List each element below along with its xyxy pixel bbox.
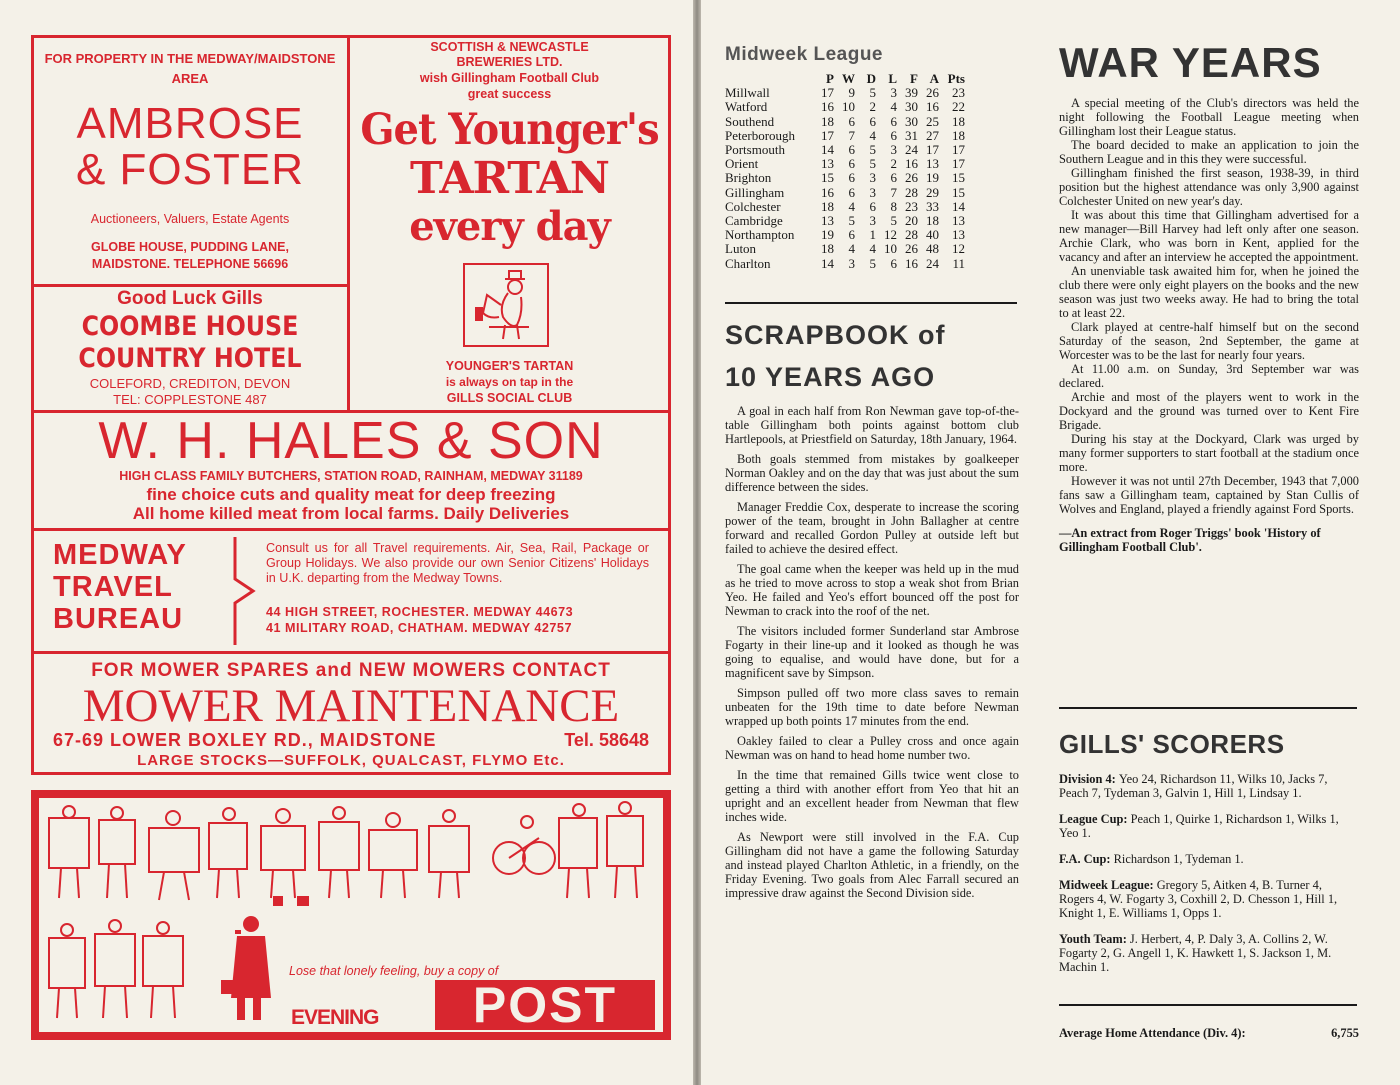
scorer-label: Midweek League: xyxy=(1059,878,1157,892)
league-cell: 5 xyxy=(869,85,876,101)
league-team: Southend xyxy=(725,113,775,129)
scrapbook-paragraph: Both goals stemmed from mistakes by goalkeeper Norman Oakley and on the day that was just about the sum difference between the sides. xyxy=(725,452,1019,494)
league-cell: 5 xyxy=(869,156,876,172)
league-cell: 17 xyxy=(952,142,965,158)
league-cell: 28 xyxy=(905,227,918,243)
war-paragraph: The board decided to make an application to join the Southern League and in this they were successful. xyxy=(1059,138,1359,166)
highlander-mascot-icon xyxy=(465,265,547,345)
ambrose-name-2: & FOSTER xyxy=(75,145,305,194)
league-row xyxy=(725,228,965,242)
league-team: Orient xyxy=(725,156,759,172)
scorer-entry xyxy=(1059,772,1359,800)
war-credit: —An extract from Roger Triggs' book 'History of Gillingham Football Club'. xyxy=(1059,526,1321,554)
younger-header-2: BREWERIES LTD. xyxy=(456,55,563,69)
league-cell: 17 xyxy=(926,142,939,158)
league-cell: 4 xyxy=(869,127,876,143)
travel-name-3: BUREAU xyxy=(53,603,184,635)
midweek-league xyxy=(725,44,1025,271)
mower-name: MOWER MAINTENANCE xyxy=(82,680,620,732)
scorer-entry xyxy=(1059,932,1359,974)
war-paragraph: At 11.00 a.m. on Sunday, 3rd September war was declared. xyxy=(1059,362,1359,390)
league-cell: 27 xyxy=(926,127,939,143)
league-cell: 1 xyxy=(869,227,876,243)
league-row xyxy=(725,200,965,214)
league-cell: 5 xyxy=(869,142,876,158)
scrapbook-paragraph: The goal came when the keeper was held up in the mud as he tried to move across to stop a weak shot from Brian Yeo. He failed and Yeo's effort bounced off the post for Newman to crack into the roof of the net. xyxy=(725,562,1019,618)
mower-address: 67-69 LOWER BOXLEY RD., MAIDSTONE xyxy=(53,730,437,750)
scrapbook-paragraph: As Newport were still involved in the F.A. Cup Gillingham did not have a game the following Saturday and instead played Charlton Athletic, in a friendly, on the Friday Evening. Two goals from Alec Farrall secured an impressive draw against the Second Division side. xyxy=(725,830,1019,900)
league-col-header: D xyxy=(866,71,876,86)
ad-hales-son xyxy=(33,413,669,528)
league-cell: 6 xyxy=(848,142,855,158)
ad-coombe-house xyxy=(33,287,347,410)
league-team: Colchester xyxy=(725,198,781,214)
right-page xyxy=(701,0,1400,1085)
league-team: Peterborough xyxy=(725,127,796,143)
scrapbook-paragraph: A goal in each half from Ron Newman gave top-of-the-table Gillingham both points against bottom club Hartlepools, at Priestfield on Saturday, 18th January, 1964. xyxy=(725,404,1019,446)
attendance-label: Average Home Attendance (Div. 4): xyxy=(1059,1026,1246,1040)
league-cell: 16 xyxy=(821,184,834,200)
league-cell: 6 xyxy=(890,255,897,271)
mower-header: FOR MOWER SPARES and NEW MOWERS CONTACT xyxy=(91,660,611,681)
league-cell: 30 xyxy=(905,113,918,129)
younger-footer-2: is always on tap in the xyxy=(445,375,574,389)
page-gutter xyxy=(693,0,701,1085)
war-paragraph: Clark played at centre-half himself but on the second Saturday of the season, 2nd September, the game at Worcester was to be the last for nearly four years. xyxy=(1059,320,1359,362)
scorer-entry xyxy=(1059,852,1359,866)
attendance-value: 6,755 xyxy=(1331,1026,1359,1040)
war-body xyxy=(1059,96,1359,516)
league-team: Portsmouth xyxy=(725,142,785,158)
league-cell: 26 xyxy=(905,241,918,257)
league-cell: 2 xyxy=(869,99,876,115)
ad-mower-maintenance xyxy=(33,654,669,773)
ambrose-address-1: GLOBE HOUSE, PUDDING LANE, xyxy=(91,240,289,254)
league-team: Millwall xyxy=(725,85,770,101)
league-cell: 13 xyxy=(821,213,834,229)
war-paragraph: It was about this time that Gillingham advertised for a new manager—Bill Harvey had left only after one season. Archie Clark, who was born in Kent, applied for the vacancy and after an interview he accepted the appointment. xyxy=(1059,208,1359,264)
league-cell: 8 xyxy=(890,198,897,214)
post-brand-block xyxy=(435,977,655,1033)
league-cell: 48 xyxy=(926,241,939,257)
younger-slogan-1: Get Younger's xyxy=(360,104,659,155)
league-cell: 18 xyxy=(821,198,834,214)
league-cell: 20 xyxy=(905,213,918,229)
league-col-header: Pts xyxy=(947,71,965,86)
league-cell: 14 xyxy=(821,255,834,271)
scrapbook-title-2: 10 YEARS AGO xyxy=(725,362,936,392)
league-cell: 24 xyxy=(926,255,939,271)
younger-footer-3: GILLS SOCIAL CLUB xyxy=(446,391,573,405)
league-col-header: A xyxy=(929,71,939,86)
league-table xyxy=(725,72,965,271)
mower-stock: LARGE STOCKS—SUFFOLK, QUALCAST, FLYMO Etc. xyxy=(137,752,565,769)
scrapbook-title-1: SCRAPBOOK of xyxy=(725,320,946,350)
league-cell: 2 xyxy=(890,156,897,172)
younger-slogan-2: TARTAN xyxy=(410,153,609,204)
league-cell: 14 xyxy=(952,198,965,214)
war-paragraph: Gillingham finished the first season, 1938-39, in third position but the highest attendance was only 3,900 against Colchester United on new year's day. xyxy=(1059,166,1359,208)
ad-youngers-tartan xyxy=(350,37,669,410)
league-cell: 16 xyxy=(926,99,939,115)
league-team: Northampton xyxy=(725,227,795,243)
league-row xyxy=(725,129,965,143)
league-cell: 12 xyxy=(884,227,897,243)
scrapbook-paragraph: Manager Freddie Cox, desperate to increase the scoring power of the team, brought in John Ballagher at centre forward and recalled Gordon Pulley at outside left but failed to achieve the desired effect. xyxy=(725,500,1019,556)
league-row xyxy=(725,257,965,271)
league-cell: 26 xyxy=(905,170,918,186)
scorer-label: League Cup: xyxy=(1059,812,1131,826)
league-cell: 26 xyxy=(926,85,939,101)
ambrose-address-2: MAIDSTONE. TELEPHONE 56696 xyxy=(91,257,289,271)
league-cell: 6 xyxy=(848,227,855,243)
league-cell: 6 xyxy=(869,198,876,214)
league-col-header: P xyxy=(826,71,834,86)
scorer-entry xyxy=(1059,812,1359,840)
scorer-label: F.A. Cup: xyxy=(1059,852,1114,866)
league-row xyxy=(725,157,965,171)
league-cell: 24 xyxy=(905,142,918,158)
league-row xyxy=(725,100,965,114)
league-row xyxy=(725,242,965,256)
league-cell: 13 xyxy=(821,156,834,172)
scorer-label: Youth Team: xyxy=(1059,932,1130,946)
league-cell: 5 xyxy=(848,213,855,229)
league-cell: 17 xyxy=(952,156,965,172)
league-cell: 12 xyxy=(952,241,965,257)
younger-header-1: SCOTTISH & NEWCASTLE xyxy=(430,40,589,54)
league-cell: 3 xyxy=(890,85,897,101)
league-cell: 17 xyxy=(821,85,834,101)
ad-ambrose-foster xyxy=(33,37,347,284)
league-cell: 6 xyxy=(848,113,855,129)
league-cell: 16 xyxy=(905,156,918,172)
coombe-tel: TEL: COPPLESTONE 487 xyxy=(113,392,267,407)
ad-medway-travel xyxy=(33,531,669,651)
ad-evening-post xyxy=(31,790,671,1040)
scorer-text: Peach 1, Quirke 1, Richardson 1, Wilks 1, Yeo 1. xyxy=(1059,812,1339,840)
league-cell: 7 xyxy=(848,127,855,143)
rule-midweek xyxy=(725,302,1017,304)
league-cell: 16 xyxy=(821,99,834,115)
league-cell: 6 xyxy=(869,113,876,129)
league-cell: 16 xyxy=(905,255,918,271)
league-cell: 18 xyxy=(926,213,939,229)
scorer-label: Division 4: xyxy=(1059,772,1119,786)
war-paragraph: However it was not until 27th December, 1943 that 7,000 fans saw a Gillingham team, captained by Stan Cullis of Wolves and England, played a friendly against Ford Sports. xyxy=(1059,474,1359,516)
league-cell: 13 xyxy=(952,213,965,229)
league-cell: 18 xyxy=(952,113,965,129)
league-cell: 9 xyxy=(848,85,855,101)
league-cell: 4 xyxy=(869,241,876,257)
league-cell: 3 xyxy=(869,184,876,200)
midweek-title: Midweek League xyxy=(725,44,883,65)
league-cell: 4 xyxy=(848,198,855,214)
war-title: WAR YEARS xyxy=(1059,39,1322,86)
league-cell: 14 xyxy=(821,142,834,158)
league-cell: 33 xyxy=(926,198,939,214)
scorers-list xyxy=(1059,772,1359,974)
league-cell: 18 xyxy=(821,241,834,257)
coombe-name-1: COOMBE HOUSE xyxy=(81,311,299,342)
league-cell: 3 xyxy=(890,142,897,158)
attendance-line xyxy=(1059,1026,1359,1041)
league-cell: 29 xyxy=(926,184,939,200)
league-cell: 40 xyxy=(926,227,939,243)
post-brand-small: EVENING xyxy=(291,1006,379,1029)
league-cell: 39 xyxy=(905,85,918,101)
league-row xyxy=(725,143,965,157)
league-cell: 19 xyxy=(926,170,939,186)
league-cell: 15 xyxy=(952,184,965,200)
league-col-header: L xyxy=(888,71,897,86)
scorer-text: J. Herbert, 4, P. Daly 3, A. Collins 2, W. Fogarty 2, G. Angell 1, K. Hawkett 1, S. Jackson 1, M. Machin 1. xyxy=(1059,932,1332,974)
war-paragraph: A special meeting of the Club's directors was held the night following the Football League meeting when Gillingham lost their League status. xyxy=(1059,96,1359,138)
ambrose-services: Auctioneers, Valuers, Estate Agents xyxy=(90,212,290,226)
league-cell: 6 xyxy=(890,127,897,143)
league-cell: 23 xyxy=(905,198,918,214)
hales-line-1: HIGH CLASS FAMILY BUTCHERS, STATION ROAD, RAINHAM, MEDWAY 31189 xyxy=(119,469,583,483)
league-col-header: F xyxy=(910,71,918,86)
league-cell: 15 xyxy=(952,170,965,186)
hales-name: W. H. HALES & SON xyxy=(98,412,604,470)
league-cell: 11 xyxy=(952,255,965,271)
league-team: Gillingham xyxy=(725,184,785,200)
league-row xyxy=(725,171,965,185)
league-cell: 15 xyxy=(821,170,834,186)
league-cell: 6 xyxy=(890,113,897,129)
scrapbook-paragraph: Oakley failed to clear a Pulley cross and once again Newman was on hand to head home number two. xyxy=(725,734,1019,762)
younger-header-4: great success xyxy=(467,87,552,101)
scrapbook-paragraph: Simpson pulled off two more class saves to remain unbeaten for the 19th time to date before Newman wrapped up both points 17 minutes from the end. xyxy=(725,686,1019,728)
league-cell: 10 xyxy=(884,241,897,257)
league-col-header: W xyxy=(842,71,855,86)
league-cell: 25 xyxy=(926,113,939,129)
league-cell: 6 xyxy=(848,156,855,172)
league-cell: 5 xyxy=(869,255,876,271)
travel-address-1: 44 HIGH STREET, ROCHESTER. MEDWAY 44673 xyxy=(266,605,574,619)
league-team: Watford xyxy=(725,99,768,115)
league-cell: 6 xyxy=(848,184,855,200)
scorer-text: Yeo 24, Richardson 11, Wilks 10, Jacks 7, Peach 7, Tydeman 3, Galvin 1, Hill 1, Lindsay 1. xyxy=(1059,772,1328,800)
league-row xyxy=(725,214,965,228)
league-cell: 28 xyxy=(905,184,918,200)
league-cell: 13 xyxy=(952,227,965,243)
post-tagline: Lose that lonely feeling, buy a copy of xyxy=(289,964,499,978)
scrapbook-body xyxy=(725,404,1019,900)
league-row xyxy=(725,186,965,200)
scrapbook-paragraph: In the time that remained Gills twice went close to getting a third with another effort from Yeo that hit an upright and an excellent header from Newman that flew inches wide. xyxy=(725,768,1019,824)
scorer-text: Richardson 1, Tydeman 1. xyxy=(1113,852,1244,866)
coombe-address: COLEFORD, CREDITON, DEVON xyxy=(89,376,291,391)
rule-war xyxy=(1059,707,1357,709)
league-row xyxy=(725,86,965,100)
league-team: Brighton xyxy=(725,170,772,186)
younger-footer-1: YOUNGER'S TARTAN xyxy=(445,359,574,373)
travel-arrow-icon xyxy=(231,537,257,645)
league-cell: 23 xyxy=(952,85,965,101)
scrapbook-section xyxy=(725,314,1019,906)
league-cell: 3 xyxy=(869,170,876,186)
younger-slogan-3: every day xyxy=(409,203,610,250)
post-brand-big: POST xyxy=(472,977,618,1033)
mower-tel: Tel. 58648 xyxy=(564,730,649,750)
league-cell: 17 xyxy=(821,127,834,143)
travel-name-2: TRAVEL xyxy=(53,571,173,603)
war-paragraph: During his stay at the Dockyard, Clark was urged by many former supporters to start football at the stadium once more. xyxy=(1059,432,1359,474)
league-cell: 19 xyxy=(821,227,834,243)
league-team: Cambridge xyxy=(725,213,783,229)
league-cell: 4 xyxy=(890,99,897,115)
scorers-section xyxy=(1059,726,1359,986)
league-cell: 10 xyxy=(842,99,855,115)
scorer-text: Gregory 5, Aitken 4, B. Turner 4, Rogers 4, W. Fogarty 3, Coxhill 2, D. Chesson 1, Hill 1, Knight 1, E. Williams 1, Opps 1. xyxy=(1059,878,1338,920)
league-cell: 31 xyxy=(905,127,918,143)
travel-name-1: MEDWAY xyxy=(53,539,187,571)
league-cell: 4 xyxy=(848,241,855,257)
scorer-entry xyxy=(1059,878,1359,920)
travel-body: Consult us for all Travel requirements. Air, Sea, Rail, Package or Group Holidays. We also provide our own Senior Citizens' Holidays in U.K. departing from the Medway Towns. xyxy=(266,541,649,586)
ambrose-tagline: FOR PROPERTY IN THE MEDWAY/MAIDSTONE AREA xyxy=(44,51,336,86)
league-row xyxy=(725,115,965,129)
league-cell: 6 xyxy=(890,170,897,186)
league-cell: 30 xyxy=(905,99,918,115)
league-cell: 13 xyxy=(926,156,939,172)
league-cell: 22 xyxy=(952,99,965,115)
coombe-greeting: Good Luck Gills xyxy=(117,288,263,309)
hales-line-2: fine choice cuts and quality meat for deep freezing xyxy=(146,485,556,504)
league-cell: 3 xyxy=(869,213,876,229)
left-page xyxy=(0,0,693,1085)
ambrose-name-1: AMBROSE xyxy=(76,99,304,148)
league-cell: 7 xyxy=(890,184,897,200)
travel-address-2: 41 MILITARY ROAD, CHATHAM. MEDWAY 42757 xyxy=(266,621,572,635)
league-cell: 6 xyxy=(848,170,855,186)
coombe-name-2: COUNTRY HOTEL xyxy=(78,343,302,374)
league-cell: 18 xyxy=(821,113,834,129)
hales-line-3: All home killed meat from local farms. Daily Deliveries xyxy=(132,504,570,523)
scorers-title: GILLS' SCORERS xyxy=(1059,729,1285,759)
war-years-section xyxy=(1059,40,1359,554)
war-paragraph: Archie and most of the players went to work in the Dockyard and the ground was turned over to Kent Fire Brigade. xyxy=(1059,390,1359,432)
league-team: Luton xyxy=(725,241,757,257)
rule-scorers xyxy=(1059,1004,1357,1006)
war-paragraph: An unenviable task awaited him for, when he joined the club there were only eight players on the books and the new season was just two weeks away. He had to bring the total to at least 22. xyxy=(1059,264,1359,320)
league-cell: 3 xyxy=(848,255,855,271)
younger-header-3: wish Gillingham Football Club xyxy=(419,71,600,85)
scrapbook-paragraph: The visitors included former Sunderland star Ambrose Fogarty in their line-up and it looked as though he was going to equalise, and would have done, but for a magnificent save by Simpson. xyxy=(725,624,1019,680)
league-cell: 5 xyxy=(890,213,897,229)
league-team: Charlton xyxy=(725,255,771,271)
league-cell: 18 xyxy=(952,127,965,143)
younger-mascot-frame xyxy=(463,263,549,347)
